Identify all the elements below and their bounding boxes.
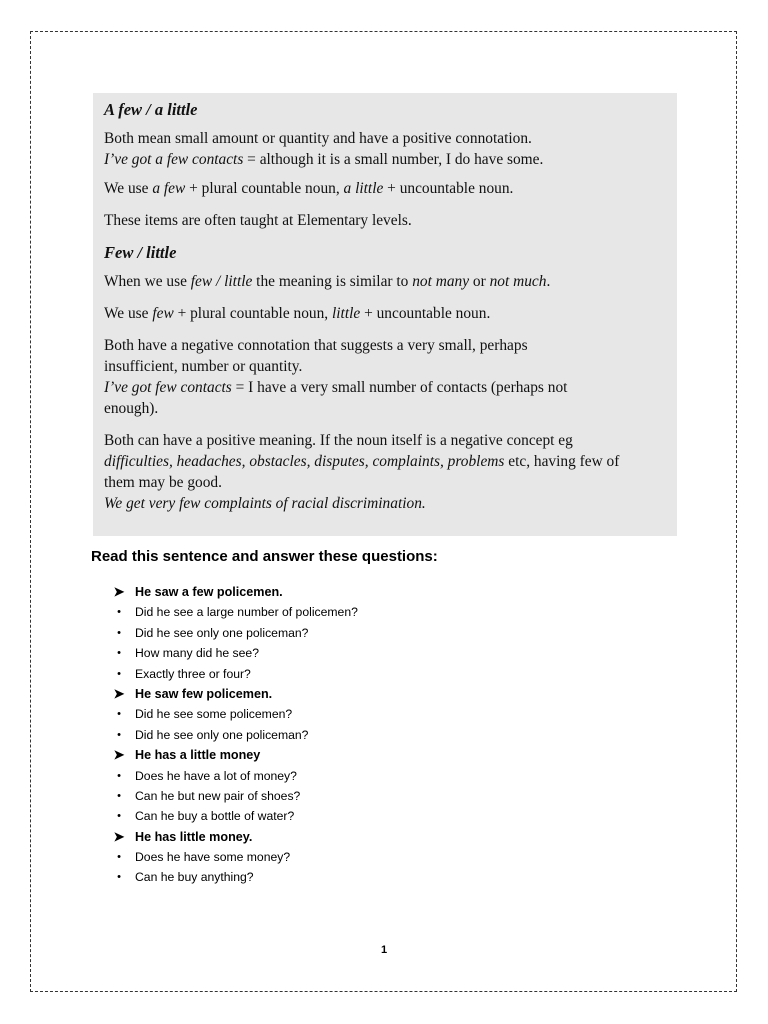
term: not much bbox=[489, 273, 547, 290]
text: them may be good. bbox=[104, 474, 222, 491]
text: + uncountable noun. bbox=[360, 305, 491, 322]
term: little bbox=[332, 305, 361, 322]
item-text: Can he buy a bottle of water? bbox=[135, 809, 295, 824]
dot-bullet-icon: • bbox=[117, 769, 121, 782]
text: When we use bbox=[104, 273, 191, 290]
text: + uncountable noun. bbox=[383, 180, 514, 197]
item-text: Does he have a lot of money? bbox=[135, 768, 297, 783]
text: = I have a very small number of contacts (perhaps not bbox=[231, 379, 568, 396]
page-number: 1 bbox=[380, 944, 388, 956]
text: These items are often taught at Elementary levels. bbox=[104, 212, 412, 229]
arrow-bullet-icon: ➤ bbox=[113, 685, 125, 701]
section-title-few-little: Few / little bbox=[104, 243, 177, 262]
question-item bbox=[110, 623, 358, 643]
dot-bullet-icon: • bbox=[117, 626, 121, 639]
text: the meaning is similar to bbox=[252, 273, 413, 290]
dot-bullet-icon: • bbox=[117, 810, 121, 823]
item-text: He has a little money bbox=[135, 748, 261, 763]
paragraph bbox=[104, 335, 677, 419]
paragraph bbox=[104, 178, 677, 199]
questions-heading: Read this sentence and answer these questions: bbox=[91, 548, 438, 565]
question-item bbox=[110, 786, 358, 806]
question-item bbox=[110, 806, 358, 826]
paragraph bbox=[104, 430, 677, 514]
text: + plural countable noun, bbox=[173, 305, 332, 322]
term: a few bbox=[152, 180, 186, 197]
text: We use bbox=[104, 180, 153, 197]
text: insufficient, number or quantity. bbox=[104, 358, 303, 375]
term: not many bbox=[412, 273, 470, 290]
item-text: He has little money. bbox=[135, 829, 253, 844]
example: We get very few complaints of racial discrimination. bbox=[104, 495, 426, 512]
dot-bullet-icon: • bbox=[117, 708, 121, 721]
text: etc, having few of bbox=[504, 453, 620, 470]
item-text: Does he have some money? bbox=[135, 850, 291, 865]
dot-bullet-icon: • bbox=[117, 667, 121, 680]
dot-bullet-icon: • bbox=[117, 851, 121, 864]
item-text: He saw few policemen. bbox=[135, 686, 273, 701]
scanned-grammar-excerpt bbox=[93, 93, 677, 536]
question-item bbox=[110, 725, 358, 745]
section-title-a-few-a-little: A few / a little bbox=[104, 100, 198, 119]
questions-list bbox=[110, 582, 358, 888]
paragraph bbox=[104, 271, 677, 292]
item-text: How many did he see? bbox=[135, 646, 259, 661]
question-item bbox=[110, 704, 358, 724]
text: Both mean small amount or quantity and have a positive connotation. bbox=[104, 130, 532, 147]
item-text: Did he see a large number of policemen? bbox=[135, 605, 358, 620]
sentence-item bbox=[110, 745, 358, 765]
paragraph bbox=[104, 128, 677, 170]
question-item bbox=[110, 643, 358, 663]
paragraph bbox=[104, 303, 677, 324]
paragraph bbox=[104, 210, 677, 231]
dot-bullet-icon: • bbox=[117, 871, 121, 884]
text: = although it is a small number, I do have some. bbox=[243, 151, 544, 168]
question-item bbox=[110, 847, 358, 867]
dot-bullet-icon: • bbox=[117, 789, 121, 802]
text: enough). bbox=[104, 400, 159, 417]
text: Both can have a positive meaning. If the noun itself is a negative concept eg bbox=[104, 432, 573, 449]
text: Both have a negative connotation that suggests a very small, perhaps bbox=[104, 337, 528, 354]
text: We use bbox=[104, 305, 153, 322]
dot-bullet-icon: • bbox=[117, 728, 121, 741]
item-text: Exactly three or four? bbox=[135, 666, 251, 681]
item-text: He saw a few policemen. bbox=[135, 585, 283, 599]
question-item bbox=[110, 602, 358, 622]
sentence-item bbox=[110, 582, 358, 602]
example-list: difficulties, headaches, obstacles, disputes, complaints, problems bbox=[104, 453, 505, 470]
term: a little bbox=[343, 180, 384, 197]
sentence-item bbox=[110, 827, 358, 847]
item-text: Can he buy anything? bbox=[135, 870, 254, 885]
example: I’ve got few contacts bbox=[104, 379, 232, 396]
dot-bullet-icon: • bbox=[117, 606, 121, 619]
item-text: Did he see only one policeman? bbox=[135, 625, 309, 640]
arrow-bullet-icon: ➤ bbox=[113, 747, 125, 763]
item-text: Did he see only one policeman? bbox=[135, 727, 309, 742]
arrow-bullet-icon: ➤ bbox=[113, 828, 125, 844]
question-item bbox=[110, 867, 358, 887]
text: . bbox=[546, 273, 551, 290]
text: + plural countable noun, bbox=[185, 180, 344, 197]
example: I’ve got a few contacts bbox=[104, 151, 244, 168]
sentence-item bbox=[110, 684, 358, 704]
question-item bbox=[110, 664, 358, 684]
question-item bbox=[110, 766, 358, 786]
term: few bbox=[152, 305, 174, 322]
item-text: Did he see some policemen? bbox=[135, 707, 293, 722]
item-text: Can he but new pair of shoes? bbox=[135, 788, 301, 803]
term: few / little bbox=[190, 273, 253, 290]
arrow-bullet-icon: ➤ bbox=[113, 584, 125, 599]
text: or bbox=[469, 273, 490, 290]
dot-bullet-icon: • bbox=[117, 647, 121, 660]
